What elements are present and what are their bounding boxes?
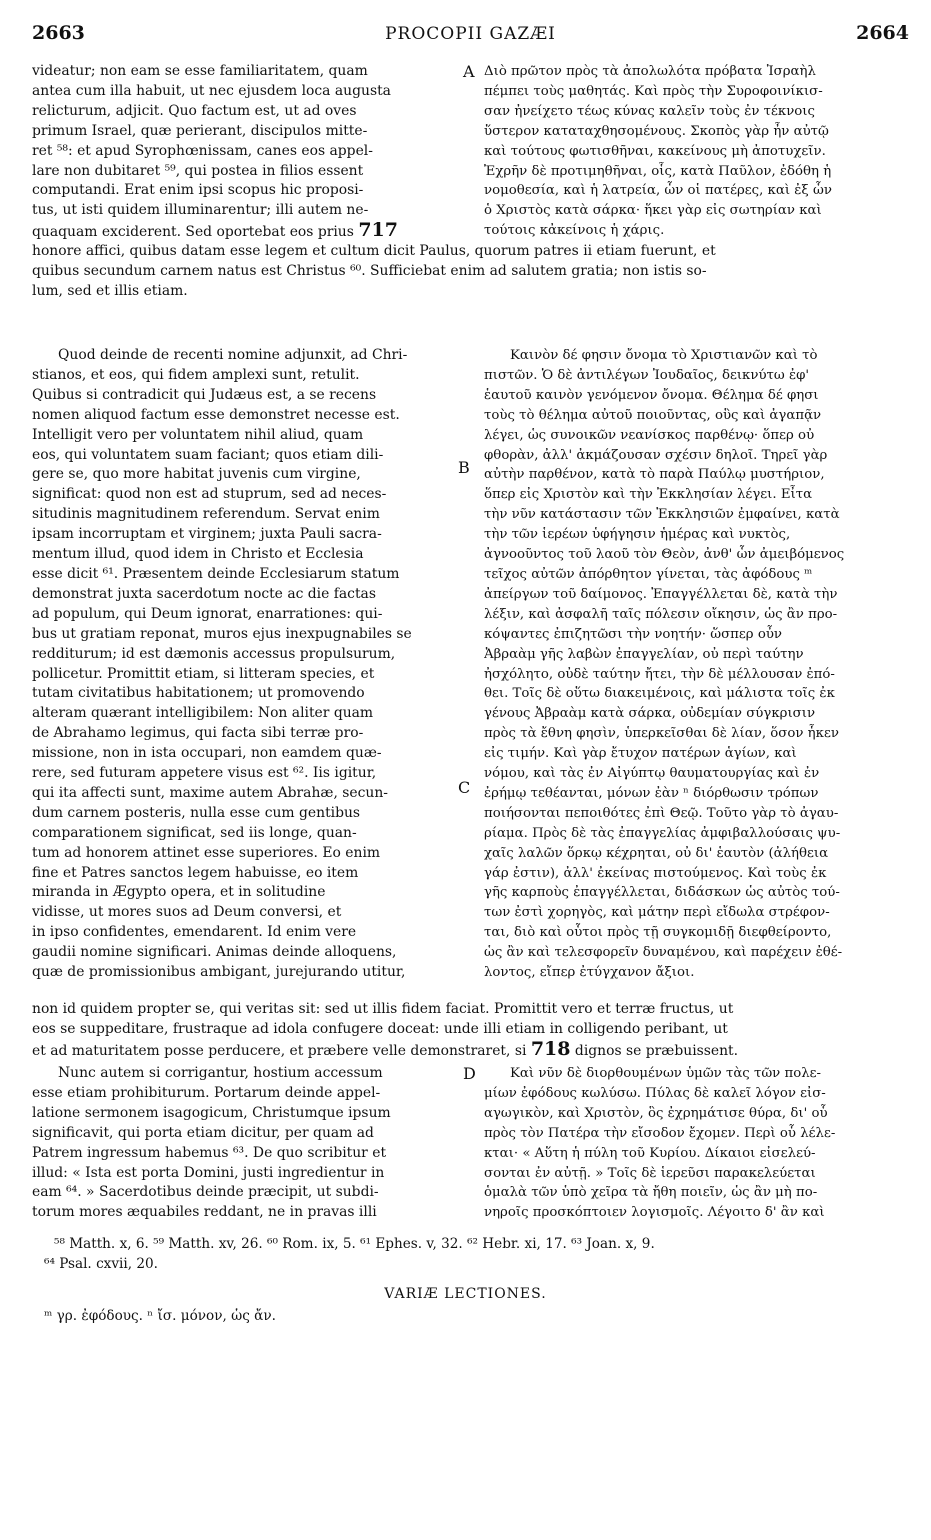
text-line: relicturum, adjicit. Quo factum est, ut ad oves [32, 102, 357, 119]
text-line: bus ut gratiam reponat, muros ejus inexpugnabiles se [32, 625, 412, 642]
full-width-paragraph-2 [32, 1000, 910, 1062]
text-line: νόμου, καὶ τὰς ἐν Αἰγύπτῳ θαυματουργίας καὶ ἐν [484, 766, 820, 782]
text-line: miranda in Ægypto opera, et in solitudine [32, 884, 326, 901]
text-line: quibus secundum carnem natus est Christus ⁶⁰. Sufficiebat enim ad salutem gratia; non istis so- [32, 262, 707, 279]
text-line: antea cum illa habuit, ut nec ejusdem loca augusta [32, 82, 391, 99]
text-line: γάρ ἐστιν), ἀλλ' ἐκείνας πιστούμενος. Καὶ τοὺς ἐκ [484, 865, 827, 881]
greek-column-block2 [484, 346, 910, 983]
text-line: situdinis magnitudinem referendum. Servat enim [32, 506, 380, 523]
text-line: μίων ἐφόδους κωλύσω. Πύλας δὲ καλεῖ λόγον εἰσ- [484, 1085, 826, 1101]
text-line: Quibus si contradicit qui Judæus est, a se recens [32, 386, 377, 403]
latin-column-block1 [32, 62, 464, 243]
text-line: eos, qui voluntatem suam faciant; quos etiam dili- [32, 446, 384, 463]
text-line: λοντος, εἴπερ ἐτύγχανον ἄξιοι. [484, 965, 695, 981]
text-line: τούτοις κἀκείνοις ἡ χάρις. [484, 223, 665, 239]
text-line: πέμπει τοὺς μαθητάς. Καὶ πρὸς τὴν Συροφοινίκισ- [484, 83, 823, 99]
footnote-line: ⁶⁴ Psal. cxvii, 20. [44, 1256, 158, 1272]
text-line: gere se, quo more habitat juvenis cum virgine, [32, 466, 361, 483]
text-line [32, 221, 464, 243]
text-line: ποιήσονται πεποιθότες ἐπὶ Θεῷ. Τοῦτο γὰρ τὸ ἀγαυ- [484, 805, 839, 821]
column-number-left: 2663 [32, 22, 85, 44]
text-line: ipsam incorruptam et virginem; juxta Pauli sacra- [32, 526, 382, 543]
page-header [32, 18, 909, 52]
text-line: redditurum; id est dæmonis accessus propulsurum, [32, 645, 396, 662]
text-line: των ἐστὶ χορηγὸς, καὶ μάτην περὶ εἴδωλα στρέφον- [484, 905, 830, 921]
variae-lectiones-text: ᵐ γρ. ἐφόδους. ⁿ ἴσ. μόνον, ὡς ἄν. [44, 1308, 276, 1324]
column-marker-number: 717 [358, 221, 398, 242]
text-line: λέγει, ὡς συνοικῶν νεανίσκος παρθένῳ· ὅπερ οὐ [484, 427, 815, 443]
footnote-line: ⁵⁸ Matth. x, 6. ⁵⁹ Matth. xv, 26. ⁶⁰ Rom. ix, 5. ⁶¹ Ephes. v, 32. ⁶² Hebr. xi, 17. ⁶³ Joan. x, 9. [54, 1236, 655, 1252]
text-line: missione, non in ista occupari, non eamdem quæ- [32, 745, 382, 762]
text-line: ὅπερ εἰς Χριστὸν καὶ τὴν Ἐκκλησίαν λέγει. Εἶτα [484, 487, 813, 503]
text-line: rere, sed futuram appetere visus est ⁶². Iis igitur, [32, 765, 377, 782]
text-line: comparationem significat, sed iis longe, quan- [32, 824, 357, 841]
text-line: Ἐχρῆν δὲ προτιμηθῆναι, οἷς, κατὰ Παῦλον, ἐδόθη ἡ [484, 163, 832, 179]
text-fragment: et ad maturitatem posse perducere, et præbere velle demonstraret, si [32, 1042, 527, 1059]
text-line: αγωγικὸν, καὶ Χριστὸν, ὃς ἐχρημάτισε θύρα, δι' οὗ [484, 1105, 828, 1121]
text-line: eam ⁶⁴. » Sacerdotibus deinde præcipit, ut subdi- [32, 1184, 379, 1201]
text-line: θει. Τοῖς δὲ οὕτω διακειμένοις, καὶ μάλιστα τοῖς ἐκ [484, 686, 835, 702]
text-line: pollicetur. Promittit etiam, si litteram species, et [32, 665, 375, 682]
text-line: κόψαντες ἐπιζητῶσι τὴν νοητήν· ὥσπερ οὖν [484, 626, 783, 642]
text-line: εἰς τιμήν. Καὶ γὰρ ἔτυχον πατέρων ἁγίων, καὶ [484, 746, 797, 762]
text-line: latione sermonem isagogicum, Christumque ipsum [32, 1104, 391, 1121]
text-line: Patrem ingressum habemus ⁶³. De quo scribitur et [32, 1144, 387, 1161]
greek-column-block3 [484, 1064, 910, 1223]
text-line: tum ad honorem attinet esse superiores. Eo enim [32, 844, 381, 861]
text-line: demonstrat juxta sacerdotum nocte ac die factas [32, 585, 376, 602]
text-line: ται, διὸ καὶ οὗτοι πρὸς τῇ συγκομιδῇ διεφθείροντο, [484, 925, 832, 941]
latin-column-block2 [32, 346, 464, 983]
text-line: ἑαυτοῦ καινὸν γενόμενον ὄνομα. Θέλημα δέ φησι [484, 387, 819, 403]
text-line: νηροῖς προσκόπτοιεν λογισμοῖς. Λέγοιτο δ' ἂν καὶ [484, 1205, 825, 1221]
text-line: dum carnem posteris, nulla esse cum gentibus [32, 804, 361, 821]
full-width-paragraph-1 [32, 242, 910, 302]
text-line: ὡς ἂν καὶ τελεσφορεῖν δυναμένου, καὶ παρέχειν ἐθέ- [484, 945, 843, 961]
text-line: esse etiam prohibiturum. Portarum deinde appel- [32, 1084, 381, 1101]
text-line: torum mores æquabiles reddant, ne in pravas illi [32, 1204, 377, 1221]
text-line: tutam civitatibus habitationem; ut promovendo [32, 685, 365, 702]
text-line: γῆς καρποὺς ἐπαγγέλλεται, διδάσκων ὡς αὐτὸς τού- [484, 885, 840, 901]
text-line: lare non dubitaret ⁵⁹, qui postea in filios essent [32, 162, 364, 179]
text-line: ὁ Χριστὸς κατὰ σάρκα· ἥκει γὰρ εἰς σωτηρίαν καὶ [484, 203, 822, 219]
text-line: primum Israel, quæ perierant, discipulos mitte- [32, 122, 368, 139]
text-line: γένους Ἀβραὰμ κατὰ σάρκα, οὐδεμίαν σύγκρισιν [484, 706, 816, 722]
text-line: ἠσχόλητο, οὐδὲ ταύτην ἤτει, τὴν δὲ μέλλουσαν ἐπό- [484, 666, 835, 682]
text-line: fine et Patres sanctos legem habuisse, eo item [32, 864, 359, 881]
text-line: Intelligit vero per voluntatem nihil aliud, quam [32, 426, 364, 443]
text-line: Quod deinde de recenti nomine adjunxit, ad Chri- [58, 347, 408, 363]
text-line: πιστῶν. Ὁ δὲ ἀντιλέγων Ἰουδαῖος, δεικνύτω ἐφ' [484, 367, 810, 383]
text-line: σονται ἐν αὐτῇ. » Τοῖς δὲ ἱερεῦσι παρακελεύεται [484, 1165, 816, 1181]
text-line: stianos, et eos, qui fidem amplexi sunt, retulit. [32, 366, 360, 383]
variae-lectiones-heading: VARIÆ LECTIONES. [384, 1286, 547, 1302]
text-line: ρίαμα. Πρὸς δὲ τὰς ἐπαγγελίας ἀμφιβαλλούσαις ψυ- [484, 825, 841, 841]
text-line: Nunc autem si corrigantur, hostium accessum [58, 1065, 383, 1081]
text-line: πρὸς τὰ ἔθνη φησὶν, ὑπερκεῖσθαι δὲ λίαν, ὅσον ἧκεν [484, 726, 839, 742]
text-line: αὐτὴν παρθένον, κατὰ τὸ παρὰ Παύλῳ μυστήριον, [484, 467, 825, 483]
text-line: de Abrahamo legimus, qui facta sibi terræ pro- [32, 725, 364, 742]
column-marker-number: 718 [530, 1039, 571, 1060]
text-line: significavit, qui porta etiam dicitur, per quam ad [32, 1124, 374, 1141]
latin-column-block3 [32, 1064, 464, 1223]
text-line: in ipso confidentes, emendarent. Id enim vere [32, 924, 357, 941]
text-line: lum, sed et illis etiam. [32, 282, 188, 299]
text-line: τεῖχος αὐτῶν ἀπόρθητον γίνεται, τὰς ἀφόδους ᵐ [484, 566, 813, 582]
text-line [32, 1040, 910, 1062]
text-line: Καὶ νῦν δὲ διορθουμένων ὑμῶν τὰς τῶν πολε- [510, 1066, 822, 1081]
margin-marker-c: C [458, 778, 471, 797]
text-line: πρὸς τὸν Πατέρα τὴν εἴσοδον ἔχομεν. Περὶ οὗ λέλε- [484, 1125, 836, 1141]
text-line: mentum illud, quod idem in Christo et Ecclesia [32, 546, 364, 563]
margin-marker-d: D [463, 1064, 476, 1083]
text-line: quæ de promissionibus ambigant, jurejurando utitur, [32, 964, 406, 981]
text-fragment: quaquam exciderent. Sed oportebat eos prius [32, 224, 354, 241]
margin-marker-b: B [458, 458, 470, 477]
text-line: gaudii nomine significari. Animas deinde alloquens, [32, 944, 397, 961]
running-title: PROCOPII GAZÆI [385, 24, 556, 44]
text-line: non id quidem propter se, qui veritas sit: sed ut illis fidem faciat. Promittit vero et terræ fructus, ut [32, 1001, 734, 1017]
margin-marker-a: A [463, 62, 475, 81]
text-line: τὴν τῶν ἱερέων ὑφήγησιν ἡμέρας καὶ νυκτὸς, [484, 527, 791, 543]
text-line: ἀγνοοῦντος τοῦ λαοῦ τὸν Θεὸν, ἀνθ' ὧν ἀμειβόμενος [484, 547, 845, 563]
text-line: significat: quod non est ad stuprum, sed ad neces- [32, 486, 387, 503]
text-line: Ἀβραὰμ γῆς λαβὼν ἐπαγγελίαν, οὐ περὶ ταύτην [484, 646, 804, 662]
text-line: eos se suppeditare, frustraque ad idola confugere doceat: unde illi etiam in colligendo peribant, ut [32, 1020, 728, 1037]
text-fragment: dignos se præbuissent. [574, 1042, 739, 1059]
text-line: Διὸ πρῶτον πρὸς τὰ ἀπολωλότα πρόβατα Ἰσραὴλ [484, 64, 816, 79]
text-line: ἀπείργων τοῦ δαίμονος. Ἐπαγγέλλεται δὲ, κατὰ τὴν [484, 586, 838, 602]
text-line: χαῖς λαλῶν ὅρκῳ κέχρηται, οὐ δι' ἑαυτὸν (ἀλήθεια [484, 845, 829, 861]
text-line: Καινὸν δέ φησιν ὄνομα τὸ Χριστιανῶν καὶ τὸ [510, 348, 818, 363]
text-line: νομοθεσία, καὶ ἡ λατρεία, ὧν οἱ πατέρες, καὶ ἐξ ὧν [484, 183, 832, 199]
text-line: ad populum, qui Deum ignorat, enarrationes: qui- [32, 605, 383, 622]
text-line: honore affici, quibus datam esse legem et cultum dicit Paulus, quorum patres ii etiam fuerunt, et [32, 243, 716, 259]
text-line: computandi. Erat enim ipsi scopus hic proposi- [32, 182, 364, 199]
text-line: alteram quærant intelligibilem: Non aliter quam [32, 705, 374, 722]
text-line: ret ⁵⁸: et apud Syrophœnissam, canes eos appel- [32, 142, 373, 159]
text-line: ὁμαλὰ τῶν ὑπὸ χεῖρα τὰ ἤθη ποιεῖν, ὡς ἂν μὴ πο- [484, 1185, 818, 1201]
text-line: vidisse, ut mores suos ad Deum conversi, et [32, 904, 342, 921]
text-line: ὕστερον καταταχθησομένους. Σκοπὸς γὰρ ἦν αὐτῷ [484, 123, 829, 139]
text-line: nomen aliquod factum esse demonstret necesse est. [32, 406, 400, 423]
text-line: τὴν νῦν κατάστασιν τῶν Ἐκκλησιῶν ἐμφαίνει, κατὰ [484, 507, 840, 523]
text-line: φθορὰν, ἀλλ' ἀκμάζουσαν σχέσιν δηλοῖ. Τηρεῖ γὰρ [484, 447, 828, 463]
greek-column-block1 [484, 62, 910, 241]
footnotes [32, 1234, 910, 1274]
text-line: esse dicit ⁶¹. Præsentem deinde Ecclesiarum statum [32, 565, 400, 582]
text-line: ἐρήμῳ τεθέανται, μόνων ἐὰν ⁿ διόρθωσιν τρόπων [484, 785, 819, 801]
column-number-right: 2664 [856, 22, 909, 44]
text-line: illud: « Ista est porta Domini, justi ingredientur in [32, 1164, 385, 1181]
text-line: tus, ut isti quidem illuminarentur; illi autem ne- [32, 202, 369, 219]
text-line: τοὺς τὸ θέλημα αὐτοῦ ποιοῦντας, οὓς καὶ ἀγαπᾷν [484, 407, 822, 423]
text-line: λέξιν, καὶ ἀσφαλῆ ταῖς πόλεσιν οἴκησιν, ὡς ἂν προ- [484, 606, 838, 622]
text-line: σαν ἠνείχετο τέως κύνας καλεῖν τοὺς ἐν τέκνοις [484, 103, 815, 119]
text-line: κται· « Αὕτη ἡ πύλη τοῦ Κυρίου. Δίκαιοι εἰσελεύ- [484, 1145, 816, 1161]
text-line: videatur; non eam se esse familiaritatem, quam [32, 63, 368, 79]
text-line: καὶ τούτους φωτισθῆναι, κακείνους μὴ ἀποτυχεῖν. [484, 143, 826, 159]
text-line: qui ita affecti sunt, maxime autem Abrahæ, secun- [32, 784, 388, 801]
